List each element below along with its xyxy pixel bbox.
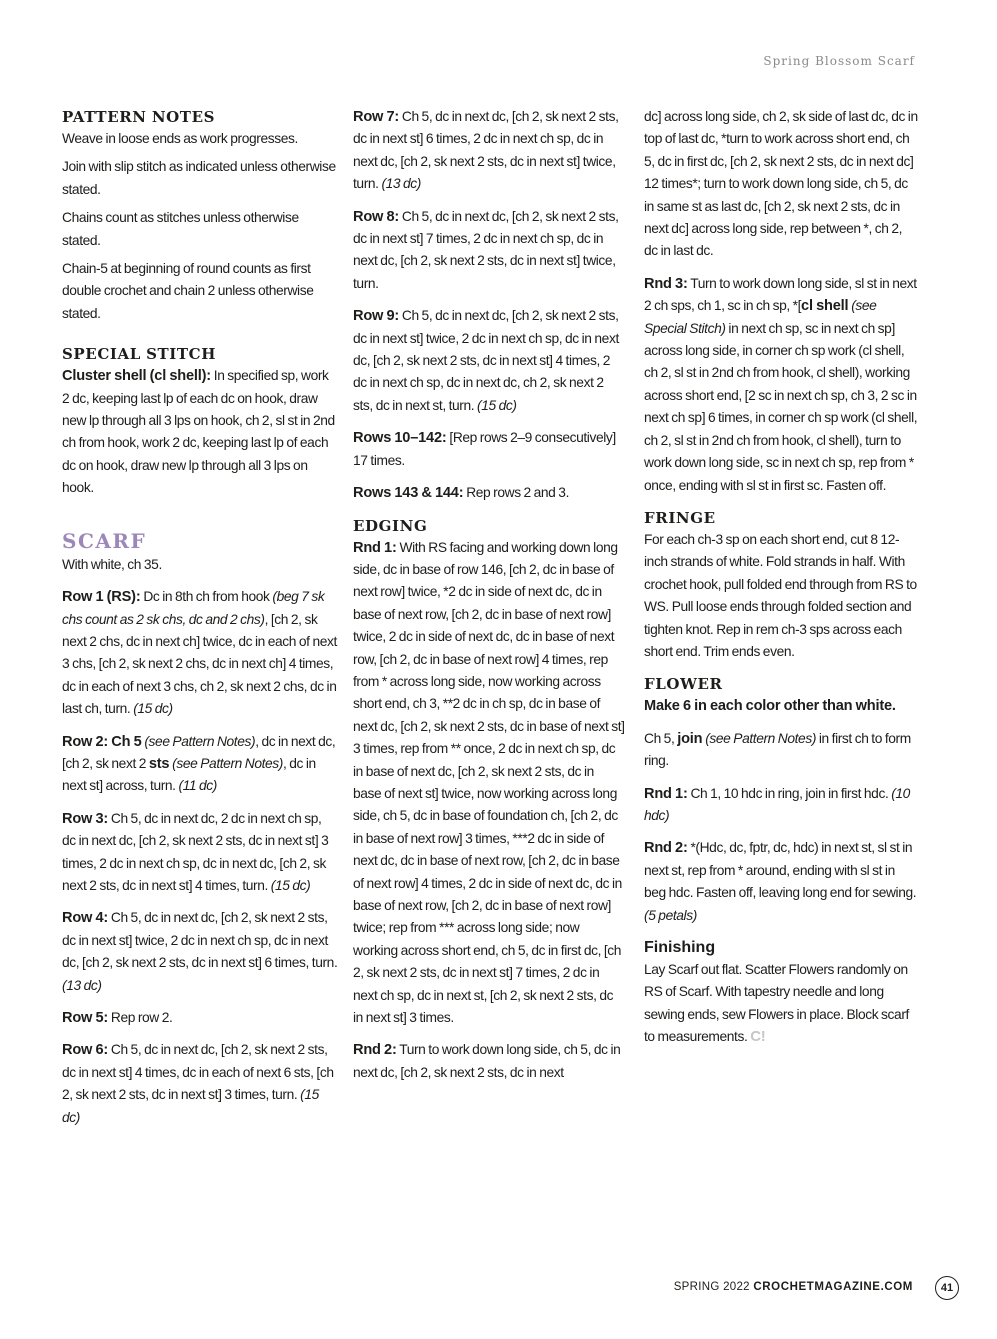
- text-run: Ch 5, dc in next dc, [ch 2, sk next 2 sts, dc in next st] 7 times, 2 dc in next ch sp, dc in next dc, [ch 2, sk next 2 sts, dc in next st] twice, turn.: [353, 208, 619, 291]
- edging-rnd-1: [353, 537, 625, 1030]
- flower-rnd-2: [644, 837, 918, 927]
- finishing-heading: Finishing: [644, 939, 716, 956]
- text-run: Make 6 in each color other than white.: [644, 698, 896, 715]
- scarf-intro: [62, 554, 338, 576]
- flower-make: [644, 695, 918, 717]
- special-stitch-heading: SPECIAL STITCH: [62, 345, 216, 364]
- pattern-note: [62, 156, 338, 201]
- text-run: With RS facing and working down long side, dc in base of row 146, [ch 2, dc in base of next row] twice, *2 dc in side of next dc, dc in base of next row, [ch 2, dc in base of next row] twice, 2 dc in side of next dc, dc in base of next row, [ch 2, dc in base of next row] 4 times, rep from * across long side, now working across short end, ch 3, **2 dc in ch sp, dc in base of next dc, [ch 2, sk next 2 sts, dc in base of next st] 3 times, rep from ** once, 2 dc in next ch sp, dc in base of next dc, [ch 2, sk next 2 sts, dc in base of next st] twice, now working across long side, ch 5, dc in base of foundation ch, [ch 2, dc in base of next row] 3 times, ***2 dc in side of next dc, dc in base of next row, [ch 2, dc in base of next row] 4 times, 2 dc in side of next dc, dc in base of next row, [ch 2, dc in base of next row] twice; rep from *** across long side; now working across short end, ch 5, dc in first dc, [ch 2, sk next 2 sts, dc in next st] 7 times, 2 dc in next ch sp, dc in next st, [ch 2, sk next 2 sts, dc in next st] 3 times.: [353, 539, 625, 1026]
- edging-rnd-2: [353, 1039, 625, 1084]
- page-footer: [674, 1281, 913, 1293]
- text-run: , [ch 2, sk next 2 chs, dc in next ch] twice, dc in each of next 3 chs, [ch 2, sk next 2 chs, dc in next ch] 4 times, dc in each of next 3 chs, ch 2, sk next 2 chs, dc in last ch, turn.: [62, 611, 337, 717]
- text-run: Rep row 2.: [108, 1010, 173, 1025]
- text-run: Ch 5, dc in next dc, [ch 2, sk next 2 sts, dc in next st] 4 times, dc in each of next 6 sts, [ch 2, sk next 2 sts, dc in next st] 3 times, turn.: [62, 1042, 334, 1103]
- text-run: Rows 143 & 144:: [353, 485, 464, 502]
- text-run: (10 hdc): [644, 785, 910, 823]
- rows-143-144: [353, 482, 625, 504]
- text-run: Dc in 8th ch from hook: [140, 589, 273, 605]
- running-head: Spring Blossom Scarf: [763, 54, 915, 68]
- special-stitch-text: [62, 365, 338, 499]
- text-run: Row 7:: [353, 109, 400, 125]
- column-2: [353, 106, 625, 1094]
- scarf-heading: SCARF: [62, 528, 147, 553]
- edging-heading: EDGING: [353, 516, 428, 535]
- text-run: (13 dc): [381, 176, 421, 192]
- text-run: Rnd 2:: [353, 1042, 397, 1059]
- text-run: Rnd 1:: [353, 539, 397, 556]
- text-run: Chain-5 at beginning of round counts as first double crochet and chain 2 unless otherwise stated.: [62, 261, 314, 321]
- text-run: In specified sp, work 2 dc, keeping last lp of each dc on hook, draw new lp through all 3 lps on hook, ch 2, sl st in 2nd ch from hook, work 2 dc, keeping last lp of each dc on hook, draw new lp through all 3 lps on hook.: [62, 368, 335, 496]
- text-run: Rows 10–142:: [353, 430, 447, 447]
- text-run: (5 petals): [644, 907, 697, 923]
- pattern-note: [62, 128, 338, 150]
- text-run: *(Hdc, dc, fptr, dc, hdc) in next st, sl st in next st, rep from * around, ending with sl st in beg hdc. Fasten off, leaving long end for sewing.: [644, 840, 917, 901]
- text-run: , dc in next st] across, turn.: [62, 755, 316, 794]
- finishing-text: [644, 959, 918, 1049]
- text-run: (13 dc): [62, 977, 102, 993]
- text-run: Weave in loose ends as work progresses.: [62, 131, 298, 146]
- row-2: [62, 731, 338, 798]
- edging-rnd-3: [644, 273, 918, 497]
- text-run: With white, ch 35.: [62, 556, 162, 572]
- text-run: (15 dc): [270, 877, 311, 893]
- text-run: Ch 5, dc in next dc, 2 dc in next ch sp, dc in next dc, [ch 2, sk next 2 sts, dc in next st] 3 times, 2 dc in next ch sp, dc in next dc, [ch 2, sk next 2 sts, dc in next st] 4 times, turn.: [62, 810, 329, 893]
- text-run: in next ch sp, sc in next ch sp] across long side, in corner ch sp work (cl shell, ch 2, sl st in 2nd ch from hook, cl shell), working across short end, [2 sc in next ch sp, ch 3, 2 sc in next ch sp] 6 times, in corner ch sp work (cl shell, ch 2, sl st in 2nd ch from hook, cl shell), turn to work down long side, sc in next ch sp, rep from * once, ending with sl st in first sc. Fasten off.: [644, 320, 918, 493]
- text-run: Ch 5, dc in next dc, [ch 2, sk next 2 sts, dc in next st] 6 times, 2 dc in next ch sp, dc in next dc, [ch 2, sk next 2 sts, dc in next st] twice, turn.: [353, 109, 619, 192]
- row-4: [62, 907, 338, 997]
- text-run: Ch 5, dc in next dc, [ch 2, sk next 2 sts, dc in next st] twice, 2 dc in next ch sp, dc in next dc, [ch 2, sk next 2 sts, dc in next st] 4 times, 2 dc in next ch sp, dc in next dc, ch 2, sk next 2 sts, dc in next st, turn.: [353, 308, 619, 413]
- footer-season: SPRING 2022: [673, 1281, 754, 1293]
- text-run: Rnd 1:: [644, 785, 688, 802]
- text-run: sts: [148, 755, 170, 772]
- text-run: [Rep rows 2–9 consecutively] 17 times.: [353, 430, 616, 468]
- text-run: (see Pattern Notes): [144, 733, 256, 749]
- text-run: Row 3:: [62, 810, 109, 827]
- pattern-note: [62, 258, 338, 325]
- text-run: (15 dc): [62, 1087, 319, 1125]
- text-run: (15 dc): [133, 701, 173, 717]
- flower-start: [644, 728, 918, 773]
- text-run: Rnd 2:: [644, 840, 688, 857]
- text-run: (11 dc): [178, 778, 217, 794]
- fringe-heading: FRINGE: [644, 508, 716, 527]
- row-8: [353, 206, 625, 296]
- text-run: cl shell: [801, 298, 849, 315]
- text-run: Ch 5,: [644, 730, 678, 746]
- text-run: Chains count as stitches unless otherwise stated.: [62, 210, 299, 248]
- row-5: [62, 1007, 338, 1029]
- row-9: [353, 305, 625, 417]
- text-run: join: [677, 730, 703, 747]
- column-3: [644, 106, 918, 1059]
- flower-rnd-1: [644, 783, 918, 828]
- text-run: in first ch to form ring.: [644, 730, 911, 769]
- text-run: Row 2: Ch 5: [62, 733, 142, 750]
- text-run: Rep rows 2 and 3.: [463, 485, 569, 501]
- text-run: Lay Scarf out flat. Scatter Flowers randomly on RS of Scarf. With tapestry needle and long sewing ends, sew Flowers in place. Block scarf to measurements.: [644, 962, 909, 1045]
- row-1: [62, 586, 338, 720]
- text-run: Row 8:: [353, 208, 400, 225]
- text-run: Row 1 (RS):: [62, 589, 141, 606]
- text-run: Rnd 3:: [644, 275, 688, 292]
- text-run: (beg 7 sk chs count as 2 sk chs, dc and 2 chs): [62, 589, 325, 627]
- text-run: (15 dc): [477, 397, 517, 413]
- row-3: [62, 808, 338, 898]
- end-mark: C!: [750, 1028, 766, 1046]
- text-run: Ch 1, 10 hdc in ring, join in first hdc.: [687, 785, 892, 801]
- text-run: Row 4:: [62, 910, 109, 927]
- text-run: Join with slip stitch as indicated unless otherwise stated.: [62, 159, 336, 197]
- text-run: Row 9:: [353, 308, 400, 325]
- text-run: Turn to work down long side, sl st in next 2 ch sps, ch 1, sc in ch sp, *[: [644, 275, 917, 314]
- text-run: , dc in next dc, [ch 2, sk next 2: [62, 733, 336, 771]
- column-1: [62, 106, 338, 1139]
- footer-site: CROCHETMAGAZINE.COM: [753, 1281, 913, 1293]
- text-run: (see Special Stitch): [644, 298, 877, 336]
- page-number: 41: [935, 1276, 959, 1300]
- text-run: For each ch-3 sp on each short end, cut 8 12-inch strands of white. Fold strands in half. With crochet hook, pull folded end through from RS to WS. Pull loose ends through folded section and tighten knot. Rep in rem ch-3 sps across each short end. Trim ends even.: [644, 531, 917, 659]
- row-6: [62, 1039, 338, 1129]
- row-7: [353, 106, 625, 196]
- text-run: Turn to work down long side, ch 5, dc in next dc, [ch 2, sk next 2 sts, dc in next: [353, 1042, 621, 1080]
- flower-heading: FLOWER: [644, 675, 723, 694]
- text-run: Row 6:: [62, 1042, 109, 1059]
- pattern-notes-heading: PATTERN NOTES: [62, 108, 216, 126]
- text-run: (see Pattern Notes): [705, 730, 817, 746]
- text-run: (see Pattern Notes): [172, 755, 283, 771]
- text-run: dc] across long side, ch 2, sk side of last dc, dc in top of last dc, *turn to work across short end, ch 5, dc in first dc, [ch 2, sk next 2 sts, dc in next dc] 12 times*; turn to work down long side, ch 5, dc in same st as last dc, [ch 2, sk next 2 sts, dc in next dc] across long side, rep between *, ch 2, dc in last dc.: [644, 109, 918, 259]
- pattern-note: [62, 207, 338, 252]
- fringe-text: [644, 529, 918, 663]
- text-run: Ch 5, dc in next dc, [ch 2, sk next 2 sts, dc in next st] twice, 2 dc in next ch sp, dc in next dc, [ch 2, sk next 2 sts, dc in next st] 6 times, turn.: [62, 910, 338, 971]
- rows-10-142: [353, 427, 625, 472]
- edging-rnd-2-cont: [644, 106, 918, 263]
- text-run: Cluster shell (cl shell):: [62, 368, 211, 385]
- text-run: Row 5:: [62, 1010, 109, 1026]
